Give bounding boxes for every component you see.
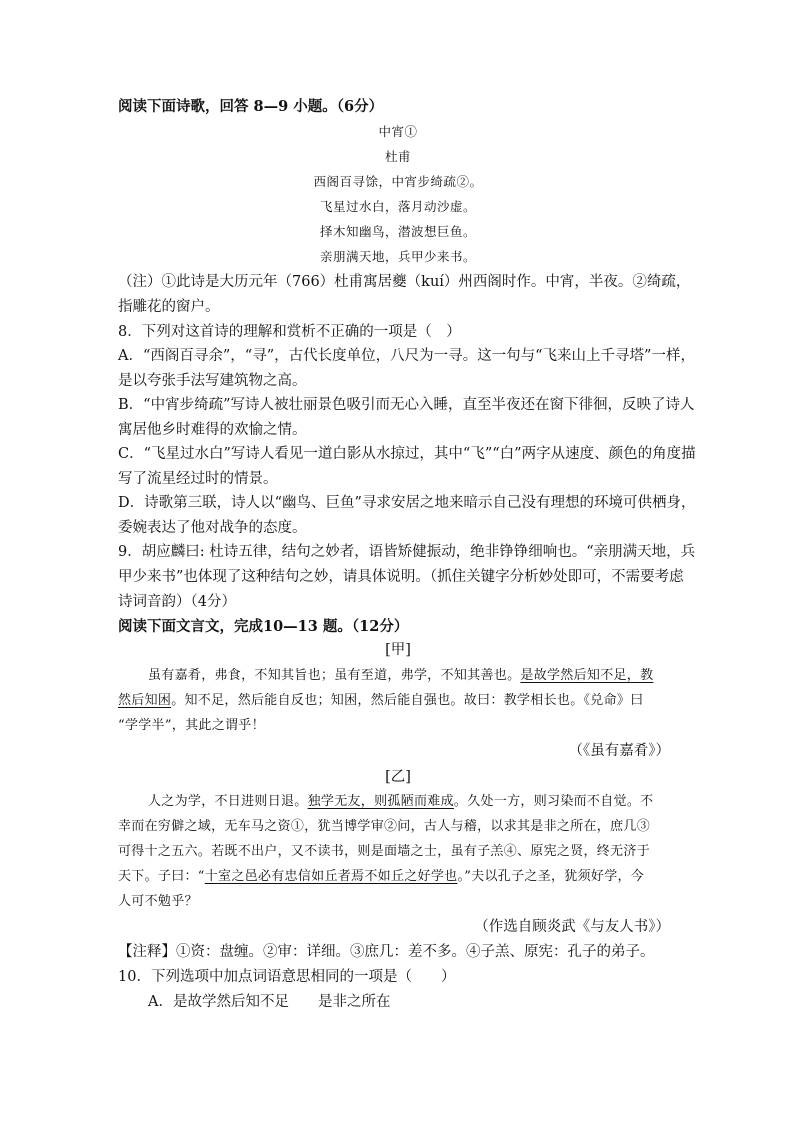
passage-text: 。久处一方，则习染而不自觉。不 (453, 794, 654, 809)
passage-text: 人之为学，不日进则日退。 (148, 794, 308, 809)
passage-text: 。知不足，然后能自反也；知困，然后能自强也。故曰：教学相长也。《兑命》曰 (171, 693, 644, 708)
question-8-option-d-cont: 委婉表达了他对战争的态度。 (118, 520, 307, 536)
poem-line: 飞星过水白，落月动沙虚。 (319, 199, 476, 214)
passage-text: 虽有嘉肴，弗食，不知其旨也；虽有至道，弗学，不知其善也。 (148, 668, 521, 683)
passage-yi-source: （作选自顾炎武《与友人书》） (474, 919, 670, 935)
poem-line: 西阁百寻馀，中宵步绮疏②。 (313, 174, 483, 189)
passage-jia-line-2 (118, 691, 678, 711)
poem-line: 亲朋满天地，兵甲少来书。 (319, 249, 476, 264)
passage-jia-line-1 (148, 666, 708, 686)
question-9-line: 甲少来书”也体现了这种结句之妙，请具体说明。（抓住关键字分析妙处即可，不需要考虑 (118, 569, 684, 585)
poem-author: 杜甫 (384, 149, 411, 164)
question-9-line: 诗词音韵）（4分） (118, 594, 236, 610)
passage-text: 。”夫以孔子之圣，犹须好学，今 (457, 869, 645, 884)
underlined-sentence: 十室之邑必有忠信如丘者焉不如丘之好学也 (204, 869, 458, 884)
passage-jia-label: [甲] (385, 642, 411, 658)
question-10-stem: 10．下列选项中加点词语意思相同的一项是（ ） (118, 969, 456, 985)
annotation-notes: 【注释】①资：盘缠。②审：详细。③庶几：差不多。④子羔、原宪：孔子的弟子。 (118, 944, 655, 960)
question-8-option-b-cont: 寓居他乡时难得的欢愉之情。 (118, 422, 307, 438)
question-8-option-c: C．“飞星过水白”写诗人看见一道白影从水掠过，其中“飞”“白”两字从速度、颜色的角度描 (118, 446, 696, 462)
question-8-option-a: A．“西阁百寻余”，“寻”，古代长度单位，八尺为一寻。这一句与“飞来山上千寻塔”一样， (118, 348, 695, 364)
question-10-option-a: A．是故学然后知不足 是非之所在 (148, 994, 391, 1010)
poem-line: 择木知幽鸟，潜波想巨鱼。 (319, 224, 476, 239)
underlined-sentence: 独学无友，则孤陋而难成 (307, 794, 454, 809)
section-heading-poem: 阅读下面诗歌，回答 8—9 小题。（6分） (118, 98, 384, 115)
passage-yi-line-2: 幸而在穷僻之域，无车马之资①，犹当博学审②问，古人与稽，以求其是非之所在，庶几③ (118, 819, 651, 834)
question-8-stem: 8．下列对这首诗的理解和赏析不正确的一项是（ ） (118, 324, 461, 340)
passage-yi-label: [乙] (385, 769, 411, 785)
passage-yi-line-3: 可得十之五六。若既不出户，又不读书，则是面墙之士，虽有子羔④、原宪之贤，终无济于 (118, 844, 651, 859)
passage-jia-source: （《虽有嘉肴》） (568, 743, 670, 759)
question-8-option-d: D．诗歌第三联，诗人以“幽鸟、巨鱼”寻求安居之地来暗示自己没有理想的环境可供栖身， (118, 495, 696, 511)
underlined-sentence: 然后知困 (118, 693, 172, 708)
poem-note-line: （注）①此诗是大历元年（766）杜甫寓居夔（kuí）州西阁时作。中宵，半夜。②绮疏， (118, 274, 691, 290)
section-heading-classical: 阅读下面文言文，完成10—13 题。（12分） (118, 618, 409, 635)
question-9-line: 9．胡应麟曰: 杜诗五律，结句之妙者，语皆矫健振动，绝非铮铮细响也。“亲朋满天地，兵 (118, 544, 696, 560)
poem-title: 中宵① (378, 124, 418, 139)
passage-yi-line-5: 人可不勉乎？ (118, 894, 198, 909)
question-8-option-a-cont: 是以夸张手法写建筑物之高。 (118, 373, 307, 389)
passage-jia-line-3: “学学半”，其此之谓乎！ (118, 718, 265, 733)
question-8-option-b: B．“中宵步绮疏”写诗人被壮丽景色吸引而无心入睡，直至半夜还在窗下徘徊，反映了诗人 (118, 397, 695, 413)
poem-note-line: 指雕花的窗户。 (118, 299, 220, 315)
passage-text: 天下。子曰：“ (118, 869, 205, 884)
passage-yi-line-4 (118, 867, 678, 887)
passage-yi-line-1 (148, 792, 708, 812)
question-8-option-c-cont: 写了流星经过时的情景。 (118, 471, 278, 487)
underlined-sentence: 是故学然后知不足，教 (520, 668, 654, 683)
